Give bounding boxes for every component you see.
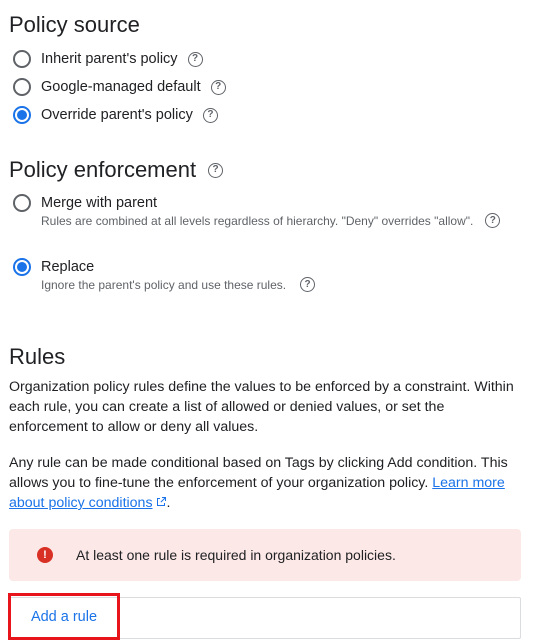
radio-label: Override parent's policy <box>41 107 193 123</box>
radio-button-selected[interactable] <box>13 258 31 276</box>
replace-description-row <box>41 277 315 292</box>
error-icon: ! <box>37 547 53 563</box>
conditions-text: Any rule can be made conditional based on Tags by clicking Add condition. This allows you to fine-tune the enforcement of your organization policy. <box>9 455 508 491</box>
replace-description: Ignore the parent's policy and use these rules. <box>41 277 287 292</box>
merge-description: Rules are combined at all levels regardless of hierarchy. "Deny" overrides "allow". <box>41 213 474 228</box>
policy-enforcement-header <box>9 157 223 183</box>
radio-button[interactable] <box>13 194 31 212</box>
help-circle-icon[interactable]: ? <box>203 108 218 123</box>
radio-label: Replace <box>41 259 95 275</box>
learn-more-link[interactable]: Learn more about policy conditions <box>9 475 505 511</box>
radio-button[interactable] <box>13 78 31 96</box>
add-rule-button[interactable]: Add a rule <box>8 593 120 640</box>
help-circle-icon[interactable]: ? <box>208 163 223 178</box>
help-circle-icon[interactable]: ? <box>485 213 500 228</box>
external-link-icon <box>155 496 167 508</box>
radio-replace[interactable] <box>13 258 94 276</box>
radio-label: Google-managed default <box>41 79 201 95</box>
rules-description: Organization policy rules define the values to be enforced by a constraint. Within each rule, you can create a list of allowed or denied values, or set the enforcement to allow or deny all values. <box>9 379 514 435</box>
help-circle-icon[interactable]: ? <box>211 80 226 95</box>
rules-title: Rules <box>9 344 66 369</box>
error-alert <box>9 529 521 581</box>
radio-merge-with-parent[interactable] <box>13 194 157 212</box>
rules-conditions-description: Any rule can be made conditional based on Tags by clicking Add condition. This allows you to fine-tune the enforcement of your organization policy. Learn more about policy conditions . <box>9 455 508 511</box>
policy-enforcement-title: Policy enforcement <box>9 157 197 182</box>
radio-button[interactable] <box>13 50 31 68</box>
error-message: At least one rule is required in organization policies. <box>76 547 396 563</box>
help-circle-icon[interactable]: ? <box>188 52 203 67</box>
radio-override-parent[interactable] <box>13 106 218 124</box>
radio-label: Merge with parent <box>41 195 158 211</box>
radio-button-selected[interactable] <box>13 106 31 124</box>
merge-description-row <box>41 213 500 228</box>
help-circle-icon[interactable]: ? <box>300 277 315 292</box>
radio-label: Inherit parent's policy <box>41 51 178 67</box>
radio-inherit-parent[interactable] <box>13 50 203 68</box>
radio-google-managed[interactable] <box>13 78 226 96</box>
policy-source-title: Policy source <box>9 12 140 37</box>
